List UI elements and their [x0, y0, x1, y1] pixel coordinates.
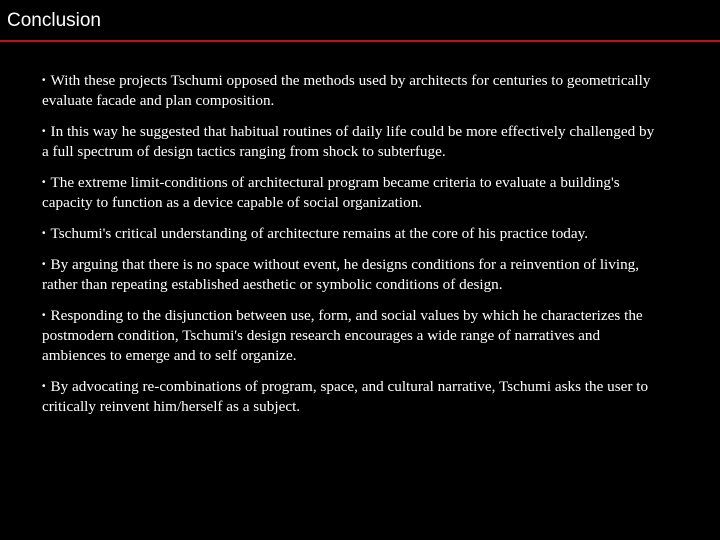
bullet-text: The extreme limit-conditions of architectural program became criteria to evaluate a building's capacity to function as a device capable of social organization. — [42, 174, 620, 211]
bullet-icon: • — [42, 381, 46, 392]
bullet-item — [42, 173, 662, 213]
bullet-icon: • — [42, 259, 46, 270]
bullet-text: With these projects Tschumi opposed the methods used by architects for centuries to geometrically evaluate facade and plan composition. — [42, 72, 651, 109]
bullet-item — [42, 122, 662, 162]
bullet-item — [42, 224, 662, 244]
slide-title: Conclusion — [7, 10, 101, 31]
bullet-item — [42, 255, 662, 295]
bullet-text: Responding to the disjunction between use, form, and social values by which he characterizes the postmodern condition, Tschumi's design research encourages a wide range of narratives and ambiences to emerge and to self organize. — [42, 307, 643, 364]
bullet-text: In this way he suggested that habitual routines of daily life could be more effectively challenged by a full spectrum of design tactics ranging from shock to subterfuge. — [42, 123, 655, 160]
bullet-item — [42, 71, 662, 111]
bullet-text: Tschumi's critical understanding of architecture remains at the core of his practice today. — [50, 225, 589, 242]
bullet-item — [42, 377, 662, 417]
title-divider — [0, 40, 720, 42]
bullet-text: By advocating re-combinations of program, space, and cultural narrative, Tschumi asks the user to critically reinvent him/herself as a subject. — [42, 378, 649, 415]
bullet-text: By arguing that there is no space without event, he designs conditions for a reinvention of living, rather than repeating established aesthetic or symbolic conditions of design. — [42, 256, 640, 293]
bullet-list — [42, 71, 662, 428]
bullet-icon: • — [42, 126, 46, 137]
bullet-icon: • — [42, 228, 46, 239]
bullet-item — [42, 306, 662, 366]
bullet-icon: • — [42, 310, 46, 321]
bullet-icon: • — [42, 75, 46, 86]
bullet-icon: • — [42, 177, 46, 188]
